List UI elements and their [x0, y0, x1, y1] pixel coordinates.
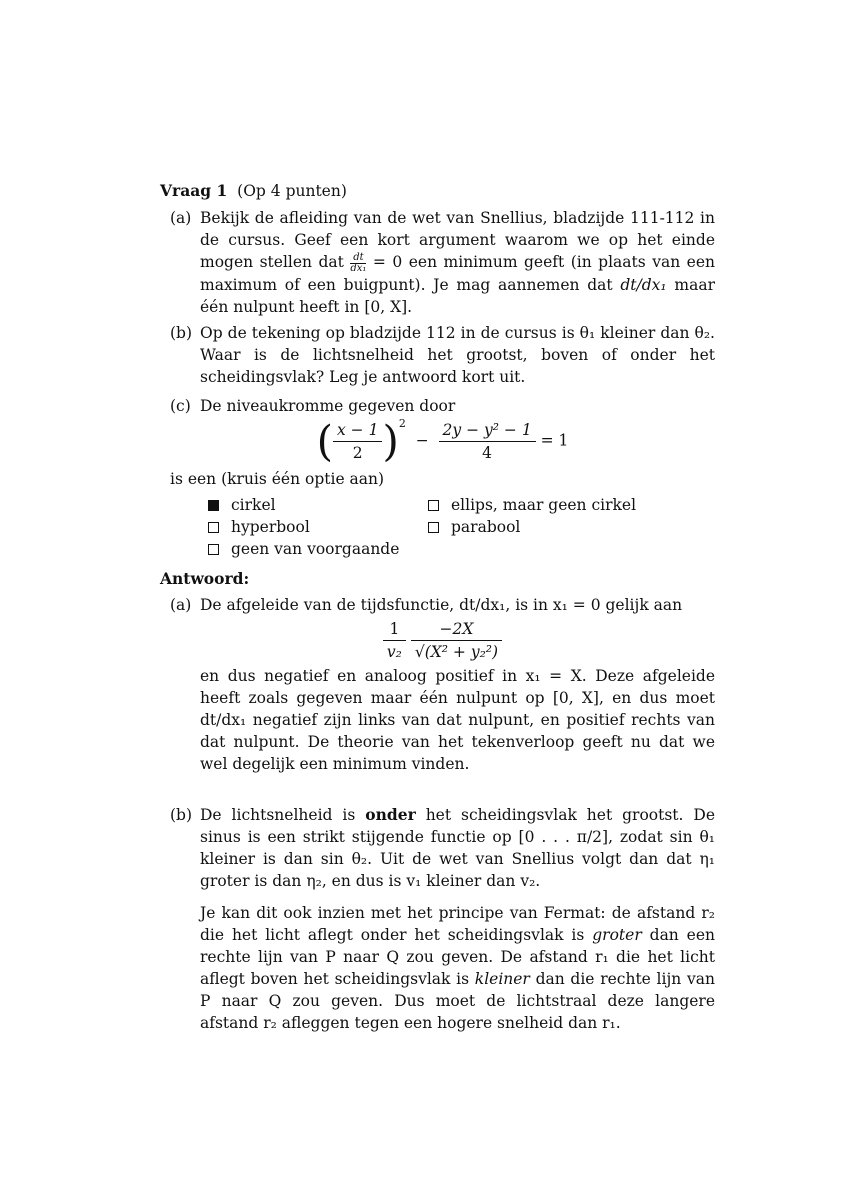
part-c-intro: De niveaukromme gegeven door	[200, 397, 456, 415]
interval: [0, X].	[364, 297, 413, 316]
derivative-expression: dt/dx₁	[620, 275, 667, 294]
part-marker: (b)	[170, 324, 193, 342]
part-marker: (c)	[170, 397, 191, 415]
option-cirkel[interactable]: cirkel	[208, 494, 428, 516]
option-geen[interactable]: geen van voorgaande	[208, 538, 428, 560]
option-list	[208, 494, 715, 560]
part-marker: (a)	[170, 596, 192, 614]
answer-a-text: De afgeleide van de tijdsfunctie, dt/dx₁, is in x₁ = 0 gelijk aan	[200, 596, 683, 614]
emphasis-kleiner: kleiner	[474, 970, 530, 988]
answer-b-paragraph-1: De lichtsnelheid is onder het scheidingsvlak het grootst. De sinus is een strikt stijgende functie op [0 . . . π/2], zodat sin θ₁ kleiner is dan sin θ₂. Uit de wet van Snellius volgt dan dat η₁ groter is dan η₂, en dus is v₁ kleiner dan v₂.	[200, 805, 716, 890]
part-a-text-3: maar één nulpunt heeft in	[200, 275, 715, 316]
checkbox[interactable]	[208, 544, 219, 555]
question-header	[160, 180, 347, 202]
part-c-outro: is een (kruis één optie aan)	[170, 470, 385, 488]
checkbox[interactable]	[208, 522, 219, 533]
part-marker: (a)	[170, 209, 192, 227]
derivative-formula: $\frac{1}{\text{v₂}}$ $\frac{-2X}{\text{√(X² + y₂²)}}$	[170, 618, 715, 663]
question-label: Vraag 1	[160, 181, 228, 200]
level-curve-equation: ( $\frac{x - 1}{2}$ )$^2$ − $\frac{\text{2y − y² − 1}}{4}$ = 1	[316, 416, 569, 466]
emphasis-groter: groter	[592, 926, 642, 944]
emphasis-onder: onder	[365, 805, 416, 824]
question-points: (Op 4 punten)	[237, 182, 347, 200]
question-part-b	[170, 322, 715, 388]
answer-b-paragraph-2: Je kan dit ook inzien met het principe van Fermat: de afstand r₂ die het licht aflegt onder het scheidingsvlak is groter dan een rechte lijn van P naar Q zou geven. De afstand r₁ die het licht aflegt boven het scheidingsvlak is kleiner dan die rechte lijn van P naar Q zou geven. Dus moet de lichtstraal deze langere afstand r₂ afleggen tegen een hogere snelheid dan r₁.	[200, 904, 716, 1032]
option-hyperbool[interactable]: hyperbool	[208, 516, 428, 538]
answer-part-b	[170, 804, 715, 1044]
question-part-c	[170, 395, 715, 560]
answer-part-a	[170, 594, 715, 785]
answer-a-text-2: en dus negatief en analoog positief in x₁ = X. Deze afgeleide heeft zoals gegeven maar één nulpunt op [0, X], en dus moet dt/dx₁ negatief zijn links van dat nulpunt, en positief rechts van dat nulpunt. De theorie van het tekenverloop geeft nu dat we wel degelijk een minimum vinden.	[200, 667, 715, 773]
option-parabool[interactable]: parabool	[428, 516, 648, 538]
checkbox[interactable]	[428, 500, 439, 511]
option-ellips[interactable]: ellips, maar geen cirkel	[428, 494, 648, 516]
checkbox[interactable]	[428, 522, 439, 533]
part-b-text: Op de tekening op bladzijde 112 in de cursus is θ₁ kleiner dan θ₂. Waar is de lichtsnelheid het grootst, boven of onder het scheidingsvlak? Leg je antwoord kort uit.	[200, 324, 715, 386]
derivative-fraction: $\frac{dt}{\text{dx₁}}$	[350, 251, 367, 274]
question-part-a	[170, 207, 715, 318]
part-a-text: Bekijk de afleiding van de wet van Snellius, bladzijde 111-112 in de cursus. Geef een kort argument waarom we op het einde mogen stellen dat	[200, 209, 715, 271]
checkbox-checked[interactable]	[208, 500, 219, 511]
answer-header: Antwoord:	[160, 569, 250, 588]
part-a-text-2: = 0 een minimum geeft (in plaats van een maximum of een buigpunt). Je mag aannemen dat	[200, 253, 715, 294]
part-marker: (b)	[170, 806, 193, 824]
